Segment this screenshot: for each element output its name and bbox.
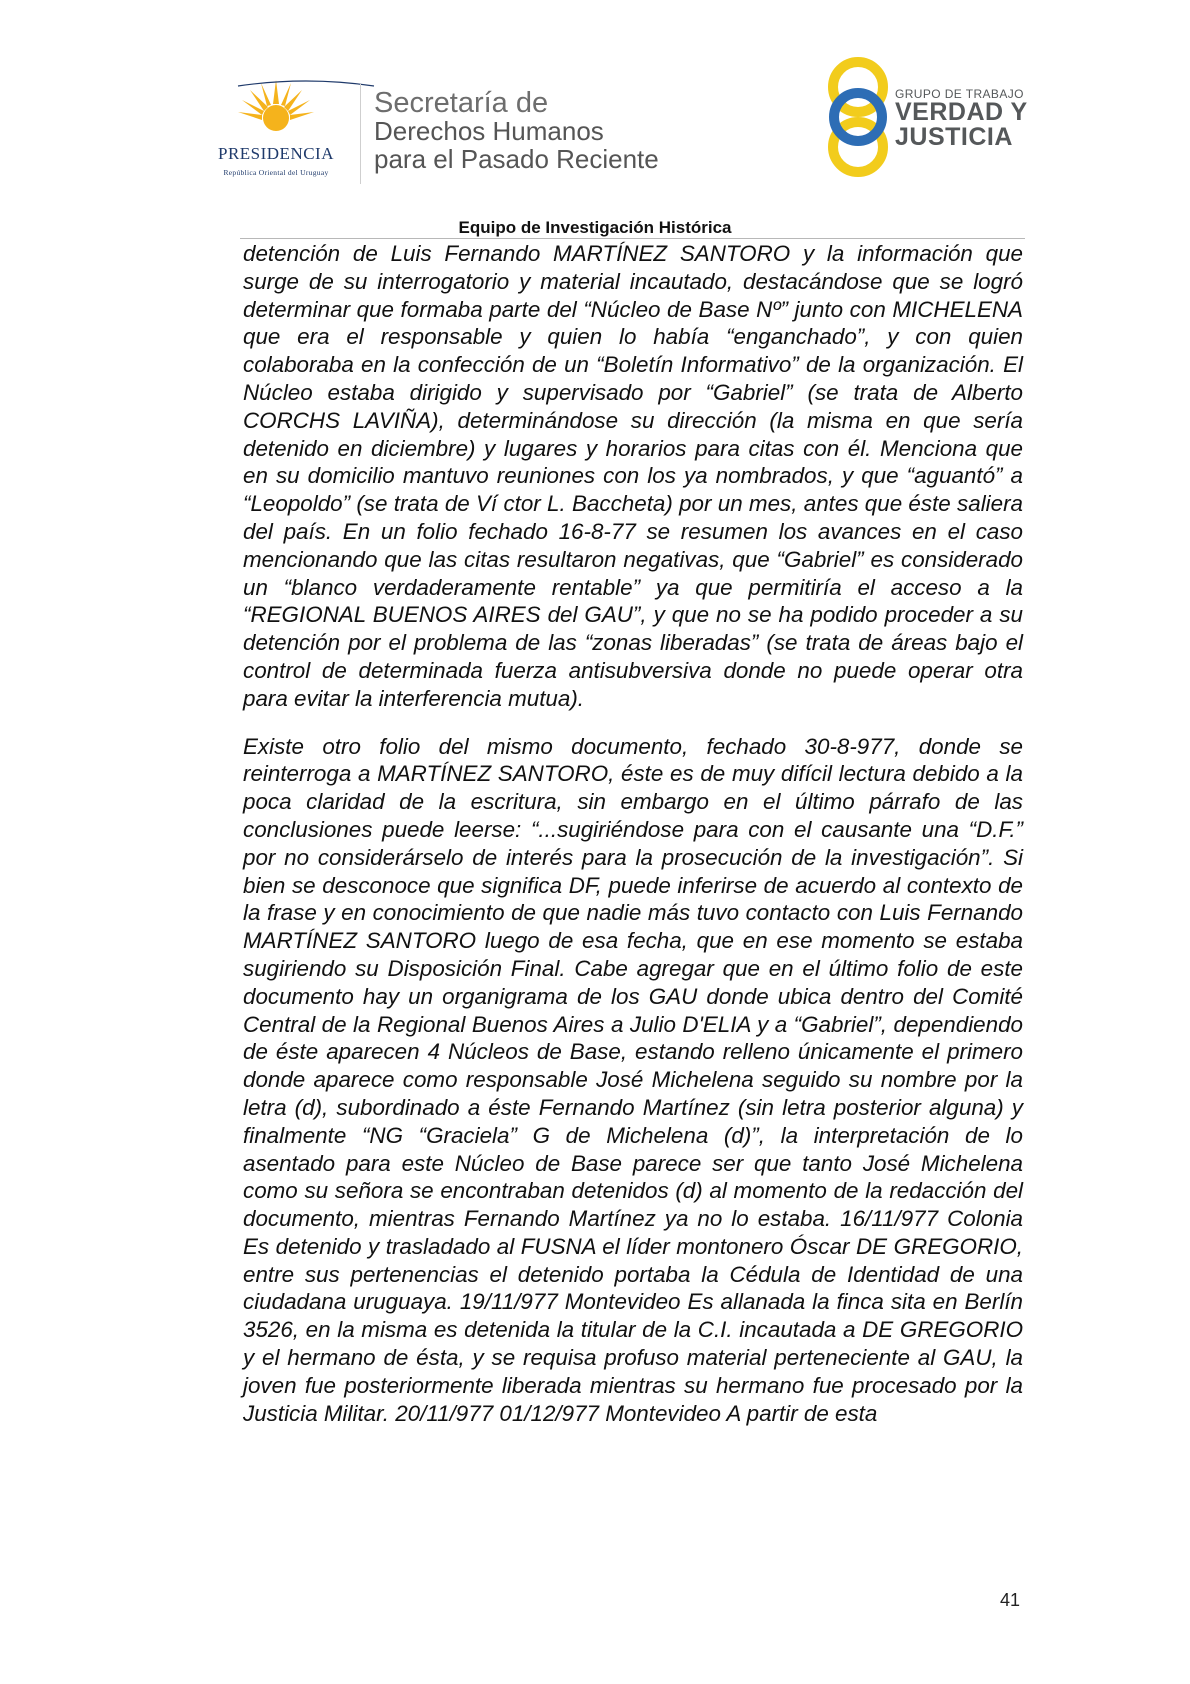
- presidencia-subtitle: República Oriental del Uruguay: [223, 168, 329, 177]
- page-number: 41: [1000, 1590, 1021, 1610]
- body-paragraph-1: detención de Luis Fernando MARTÍNEZ SANTORO y la información que surge de su interrogatorio y material incautado, destacándose que se logró determinar que formaba parte del “Núcleo de Base Nº” junto con MICHELENA que era el responsable y quien lo había “enganchado”, y con quien colaboraba en la confección de un “Boletín Informativo” de la organización. El Núcleo estaba dirigido y supervisado por “Gabriel” (se trata de Alberto CORCHS LAVIÑA), determinándose su dirección (la misma en que sería detenido en diciembre) y lugares y horarios para citas con él. Menciona que en su domicilio mantuvo reuniones con los ya nombrados, y que “aguantó” a “Leopoldo” (se trata de Ví ctor L. Baccheta) por un mes, antes que éste saliera del país. En un folio fechado 16-8-77 se resumen los avances en el caso mencionando que las citas resultaron negativas, que “Gabriel” es considerado un “blanco verdaderamente rentable” ya que permitiría el acceso a la “REGIONAL BUENOS AIRES del GAU”, y que no se ha podido proceder a su detención por el problema de las “zonas liberadas” (se trata de áreas bajo el control de determinada fuerza antisubversiva donde no puede operar otra para evitar la interferencia mutua).: [243, 241, 1023, 711]
- header-rule: [240, 238, 1025, 239]
- grupo-line-2: VERDAD Y: [895, 98, 1028, 126]
- secretaria-title: [374, 88, 659, 173]
- secretaria-line-1: Secretaría de: [374, 87, 549, 119]
- team-title: Equipo de Investigación Histórica: [458, 218, 732, 237]
- grupo-line-3: JUSTICIA: [895, 123, 1013, 151]
- presidencia-arc-icon: [236, 78, 376, 88]
- secretaria-line-3: para el Pasado Reciente: [374, 143, 659, 174]
- presidencia-name: PRESIDENCIA: [217, 144, 334, 163]
- grupo-line-1: GRUPO DE TRABAJO: [895, 87, 1024, 101]
- letterhead: [0, 0, 1190, 237]
- grupo-trabajo-title: [895, 88, 1028, 150]
- body-paragraph-2: Existe otro folio del mismo documento, fechado 30-8-977, donde se reinterroga a MARTÍNEZ SANTORO, éste es de muy difícil lectura debido a la poca claridad de la escritura, sin embargo en el último párrafo de las conclusiones puede leerse: “...sugiriéndose para con el causante una “D.F.” por no considerárselo de interés para la prosecución de la investigación”. Si bien se desconoce que significa DF, puede inferirse de acuerdo al contexto de la frase y en conocimiento de que nadie más tuvo contacto con Luis Fernando MARTÍNEZ SANTORO luego de esa fecha, que en ese momento se estaba sugiriendo su Disposición Final. Cabe agregar que en el último folio de este documento hay un organigrama de los GAU donde ubica dentro del Comité Central de la Regional Buenos Aires a Julio D'ELIA y a “Gabriel”, dependiendo de éste aparecen 4 Núcleos de Base, estando relleno únicamente el primero donde aparece como responsable José Michelena seguido su nombre por la letra (d), subordinado a éste Fernando Martínez (sin letra posterior alguna) y finalmente “NG “Graciela” G de Michelena (d)”, la interpretación de lo asentado para este Núcleo de Base parece ser que tanto José Michelena como su señora se encontraban detenidos (d) al momento de la redacción del documento, mientras Fernando Martínez ya no lo estaba. 16/11/977 Colonia Es detenido y trasladado al FUSNA el líder montonero Óscar DE GREGORIO, entre sus pertenencias el detenido portaba la Cédula de Identidad de una ciudadana uruguaya. 19/11/977 Montevideo Es allanada la finca sita en Berlín 3526, en la misma es detenida la titular de la C.I. incautada a DE GREGORIO y el hermano de ésta, y se requisa profuso material perteneciente al GAU, la joven fue posteriormente liberada mientras su hermano fue procesado por la Justicia Militar. 20/11/977 01/12/977 Montevideo A partir de esta: [243, 733, 1023, 1426]
- document-body: [243, 240, 1023, 1447]
- presidencia-logo: [196, 78, 356, 188]
- header-divider: [360, 84, 361, 184]
- secretaria-line-2: Derechos Humanos: [374, 116, 604, 147]
